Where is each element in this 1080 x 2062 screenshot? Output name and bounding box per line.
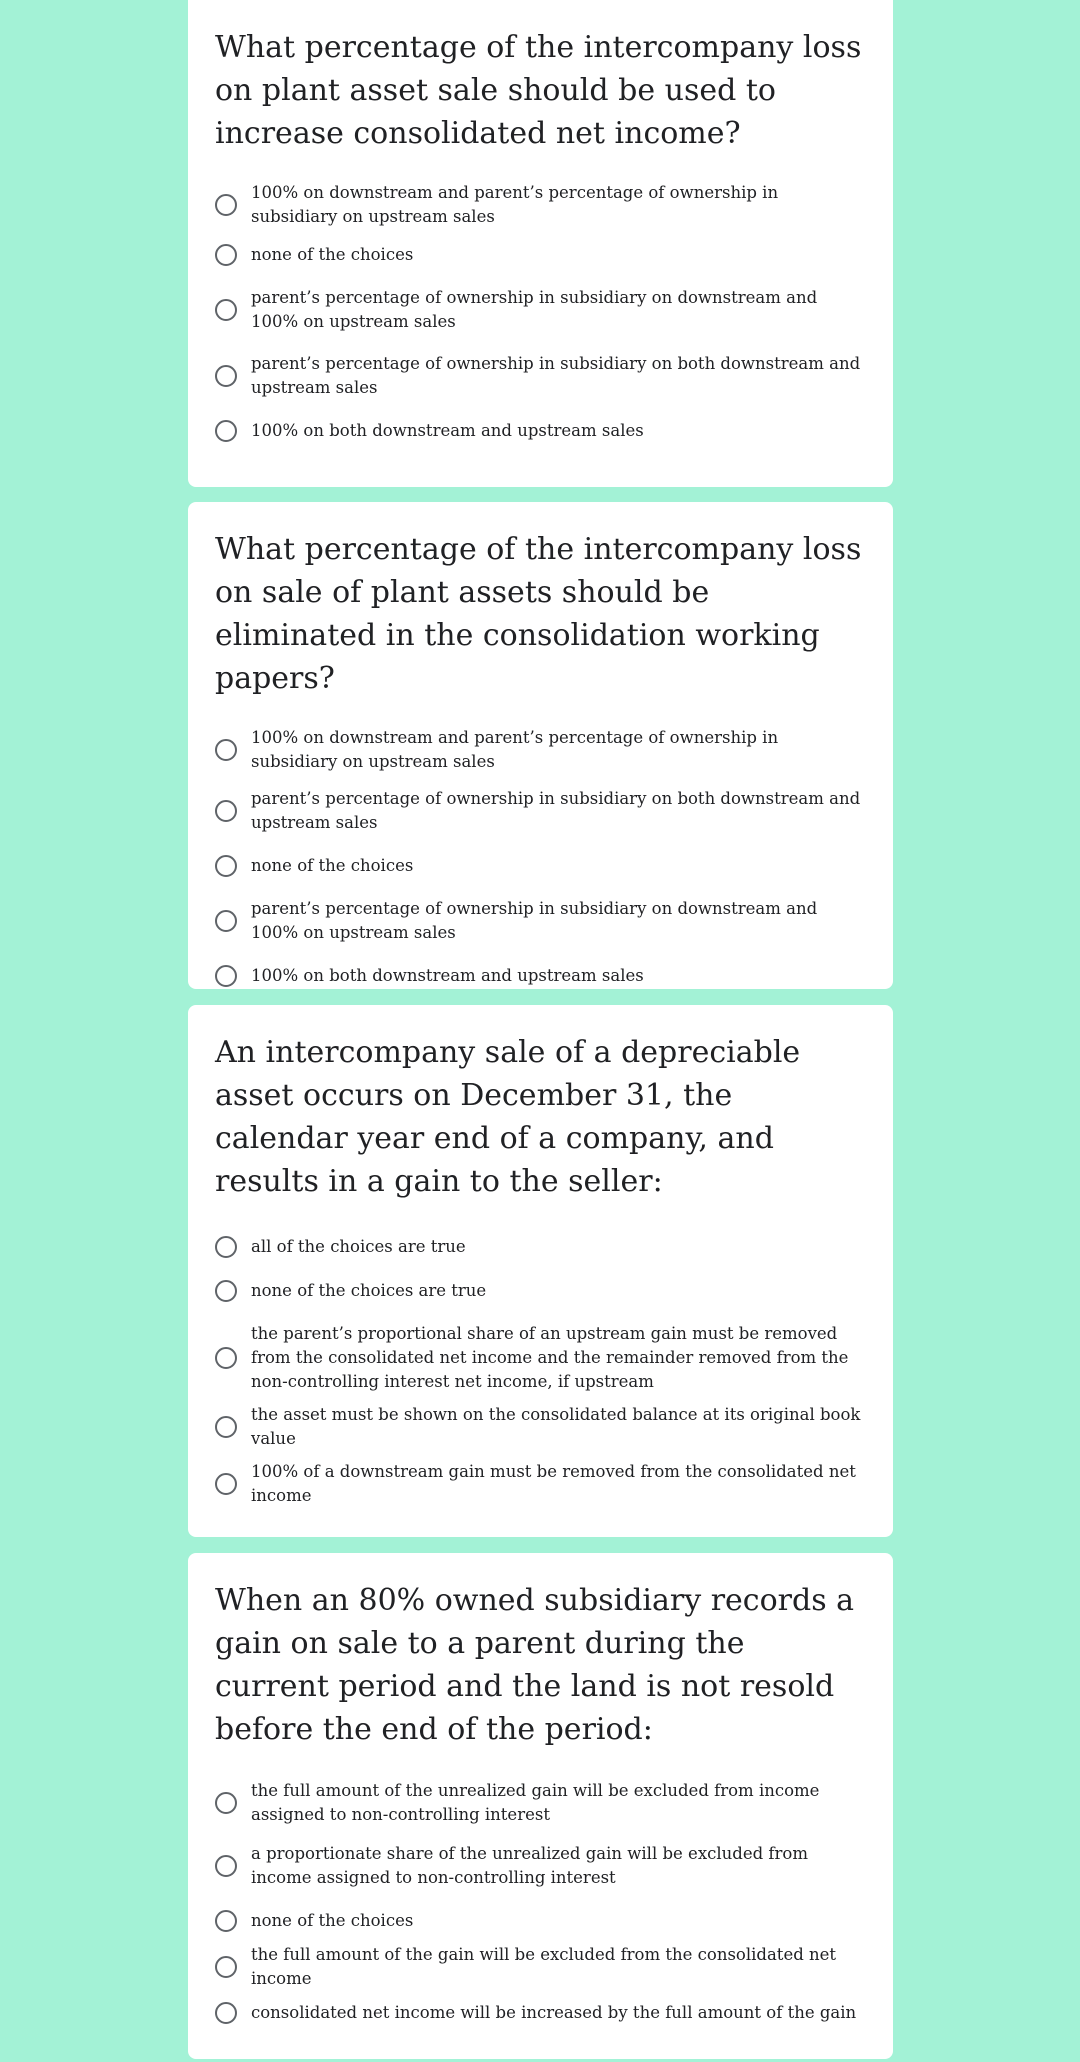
radio-circle-icon[interactable]: [215, 1792, 237, 1814]
option-radio-2[interactable]: [215, 778, 866, 844]
options-list: [215, 1773, 866, 2035]
option-radio-4[interactable]: [215, 888, 866, 954]
option-label: parent’s percentage of ownership in subsidiary on both downstream and upstream sales: [251, 789, 861, 832]
option-label: the full amount of the unrealized gain will be excluded from income assigned to non-controlling interest: [251, 1781, 820, 1824]
option-label: none of the choices are true: [251, 1281, 487, 1300]
question-text: An intercompany sale of a depreciable asset occurs on December 31, the calendar year end of a company, and results in a gain to the seller:: [215, 1035, 801, 1199]
option-label: 100% on both downstream and upstream sales: [251, 966, 644, 985]
radio-circle-icon[interactable]: [215, 299, 237, 321]
question-text: When an 80% owned subsidiary records a gain on sale to a parent during the current period and the land is not resold before the end of the period:: [215, 1583, 855, 1747]
option-label: a proportionate share of the unrealized gain will be excluded from income assigned to non-controlling interest: [251, 1844, 808, 1887]
option-radio-3[interactable]: [215, 1899, 866, 1943]
radio-circle-icon[interactable]: [215, 910, 237, 932]
radio-circle-icon[interactable]: [215, 1855, 237, 1877]
option-label: none of the choices: [251, 856, 414, 875]
options-list: [215, 1225, 866, 1517]
question-card-4: [188, 1553, 893, 2059]
radio-circle-icon[interactable]: [215, 2002, 237, 2024]
option-radio-5[interactable]: [215, 409, 866, 453]
option-label: none of the choices: [251, 1911, 414, 1930]
radio-circle-icon[interactable]: [215, 965, 237, 987]
option-label: all of the choices are true: [251, 1237, 466, 1256]
radio-circle-icon[interactable]: [215, 1956, 237, 1978]
option-label: 100% on both downstream and upstream sales: [251, 421, 644, 440]
radio-circle-icon[interactable]: [215, 800, 237, 822]
option-radio-1[interactable]: [215, 722, 866, 778]
radio-circle-icon[interactable]: [215, 1473, 237, 1495]
option-radio-5[interactable]: [215, 1451, 866, 1517]
radio-circle-icon[interactable]: [215, 1347, 237, 1369]
option-label: none of the choices: [251, 245, 414, 264]
question-card-3: [188, 1005, 893, 1537]
option-label: the parent’s proportional share of an upstream gain must be removed from the consolidated net income and the remainder removed from the non-controlling interest net income, if upstream: [251, 1324, 849, 1391]
option-label: consolidated net income will be increased by the full amount of the gain: [251, 2003, 857, 2022]
option-radio-5[interactable]: [215, 954, 866, 998]
option-label: the full amount of the gain will be excluded from the consolidated net income: [251, 1945, 837, 1988]
question-card-2: [188, 502, 893, 989]
option-radio-1[interactable]: [215, 177, 866, 233]
radio-circle-icon[interactable]: [215, 420, 237, 442]
radio-circle-icon[interactable]: [215, 365, 237, 387]
question-text: What percentage of the intercompany loss on sale of plant assets should be eliminated in the consolidation working papers?: [215, 532, 862, 696]
radio-circle-icon[interactable]: [215, 855, 237, 877]
option-radio-4[interactable]: [215, 343, 866, 409]
option-radio-4[interactable]: [215, 1943, 866, 1991]
option-radio-5[interactable]: [215, 1991, 866, 2035]
radio-circle-icon[interactable]: [215, 1236, 237, 1258]
option-label: parent’s percentage of ownership in subsidiary on both downstream and upstream sales: [251, 354, 861, 397]
option-label: 100% on downstream and parent’s percentage of ownership in subsidiary on upstream sales: [251, 728, 779, 771]
option-label: 100% of a downstream gain must be removed from the consolidated net income: [251, 1462, 856, 1505]
option-radio-4[interactable]: [215, 1403, 866, 1451]
option-radio-3[interactable]: [215, 1313, 866, 1403]
option-radio-2[interactable]: [215, 1269, 866, 1313]
radio-circle-icon[interactable]: [215, 1910, 237, 1932]
options-list: [215, 177, 866, 453]
radio-circle-icon[interactable]: [215, 1280, 237, 1302]
radio-circle-icon[interactable]: [215, 244, 237, 266]
question-text: What percentage of the intercompany loss on plant asset sale should be used to increase consolidated net income?: [215, 30, 862, 151]
option-label: the asset must be shown on the consolidated balance at its original book value: [251, 1405, 861, 1448]
radio-circle-icon[interactable]: [215, 194, 237, 216]
option-label: 100% on downstream and parent’s percentage of ownership in subsidiary on upstream sales: [251, 183, 779, 226]
option-radio-1[interactable]: [215, 1773, 866, 1833]
option-radio-3[interactable]: [215, 277, 866, 343]
options-list: [215, 722, 866, 998]
option-radio-1[interactable]: [215, 1225, 866, 1269]
radio-circle-icon[interactable]: [215, 1416, 237, 1438]
option-radio-2[interactable]: [215, 233, 866, 277]
question-card-1: [188, 0, 893, 487]
option-radio-3[interactable]: [215, 844, 866, 888]
option-label: parent’s percentage of ownership in subsidiary on downstream and 100% on upstream sales: [251, 288, 818, 331]
radio-circle-icon[interactable]: [215, 739, 237, 761]
option-radio-2[interactable]: [215, 1833, 866, 1899]
option-label: parent’s percentage of ownership in subsidiary on downstream and 100% on upstream sales: [251, 899, 818, 942]
